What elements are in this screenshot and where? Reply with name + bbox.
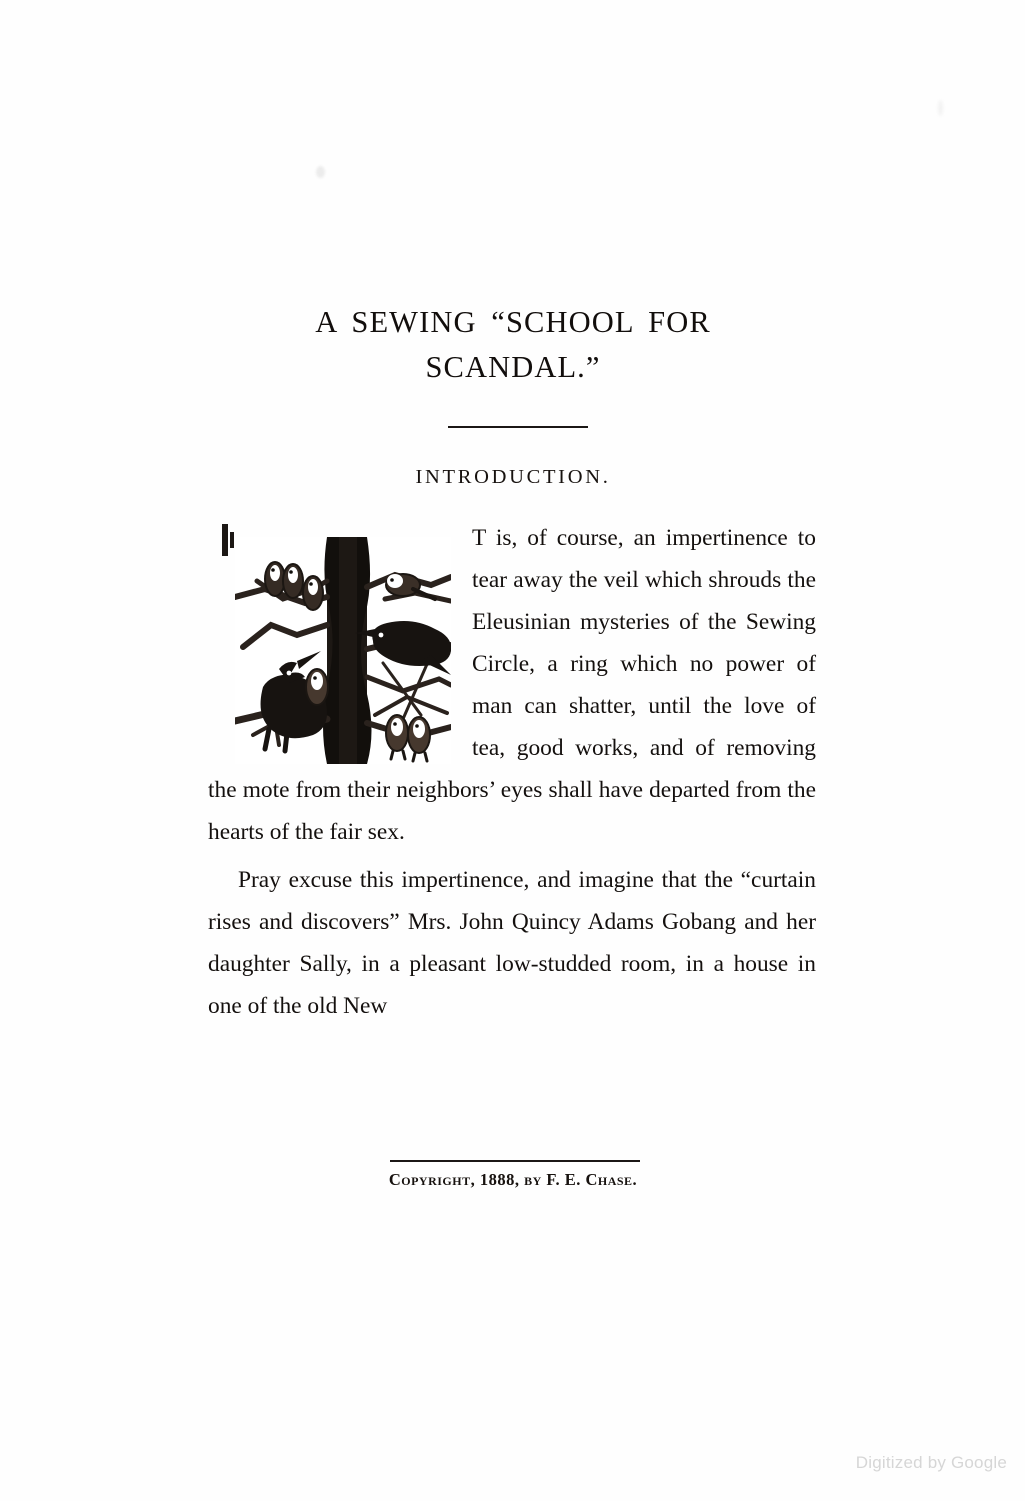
dropcap-illustration-I — [222, 524, 228, 556]
scan-speck-icon — [938, 100, 943, 116]
paragraph-two: Pray excuse this impertinence, and imagine that the “curtain rises and discovers” Mrs. John Quincy Adams Gobang and her daughter Sally, in a pleasant low-studded room, in a house in one of the old New — [208, 867, 816, 1019]
copyright-notice: Copyright, 1888, by F. E. Chase. — [388, 1170, 638, 1189]
copyright-divider-rule — [390, 1160, 640, 1162]
dropcap-birds-engraving-icon — [235, 537, 451, 764]
paragraph-one-text: T is, of course, an impertinence to tear away the veil which shrouds the Eleusinian mysteries of the Sewing Circle, a ring which no power of man can shatter, until the love of tea, good works, and of removing the mote from their neighbors’ eyes shall have departed from the hearts of the fair sex. — [208, 525, 816, 845]
dropcap-inner-frame — [230, 532, 234, 548]
digitization-watermark: Digitized by Google — [855, 1453, 1007, 1472]
page-title-line-1: A SEWING “SCHOOL FOR — [315, 305, 711, 339]
body-text-block — [208, 517, 816, 1027]
page-title-line-2: SCANDAL.” — [425, 350, 601, 384]
paragraph-one — [208, 517, 816, 853]
section-heading: INTRODUCTION. — [415, 466, 611, 488]
title-divider-rule — [448, 426, 588, 428]
scan-speck-icon — [316, 166, 325, 178]
page-title — [208, 300, 818, 390]
dropcap-illustration-container — [222, 519, 472, 769]
